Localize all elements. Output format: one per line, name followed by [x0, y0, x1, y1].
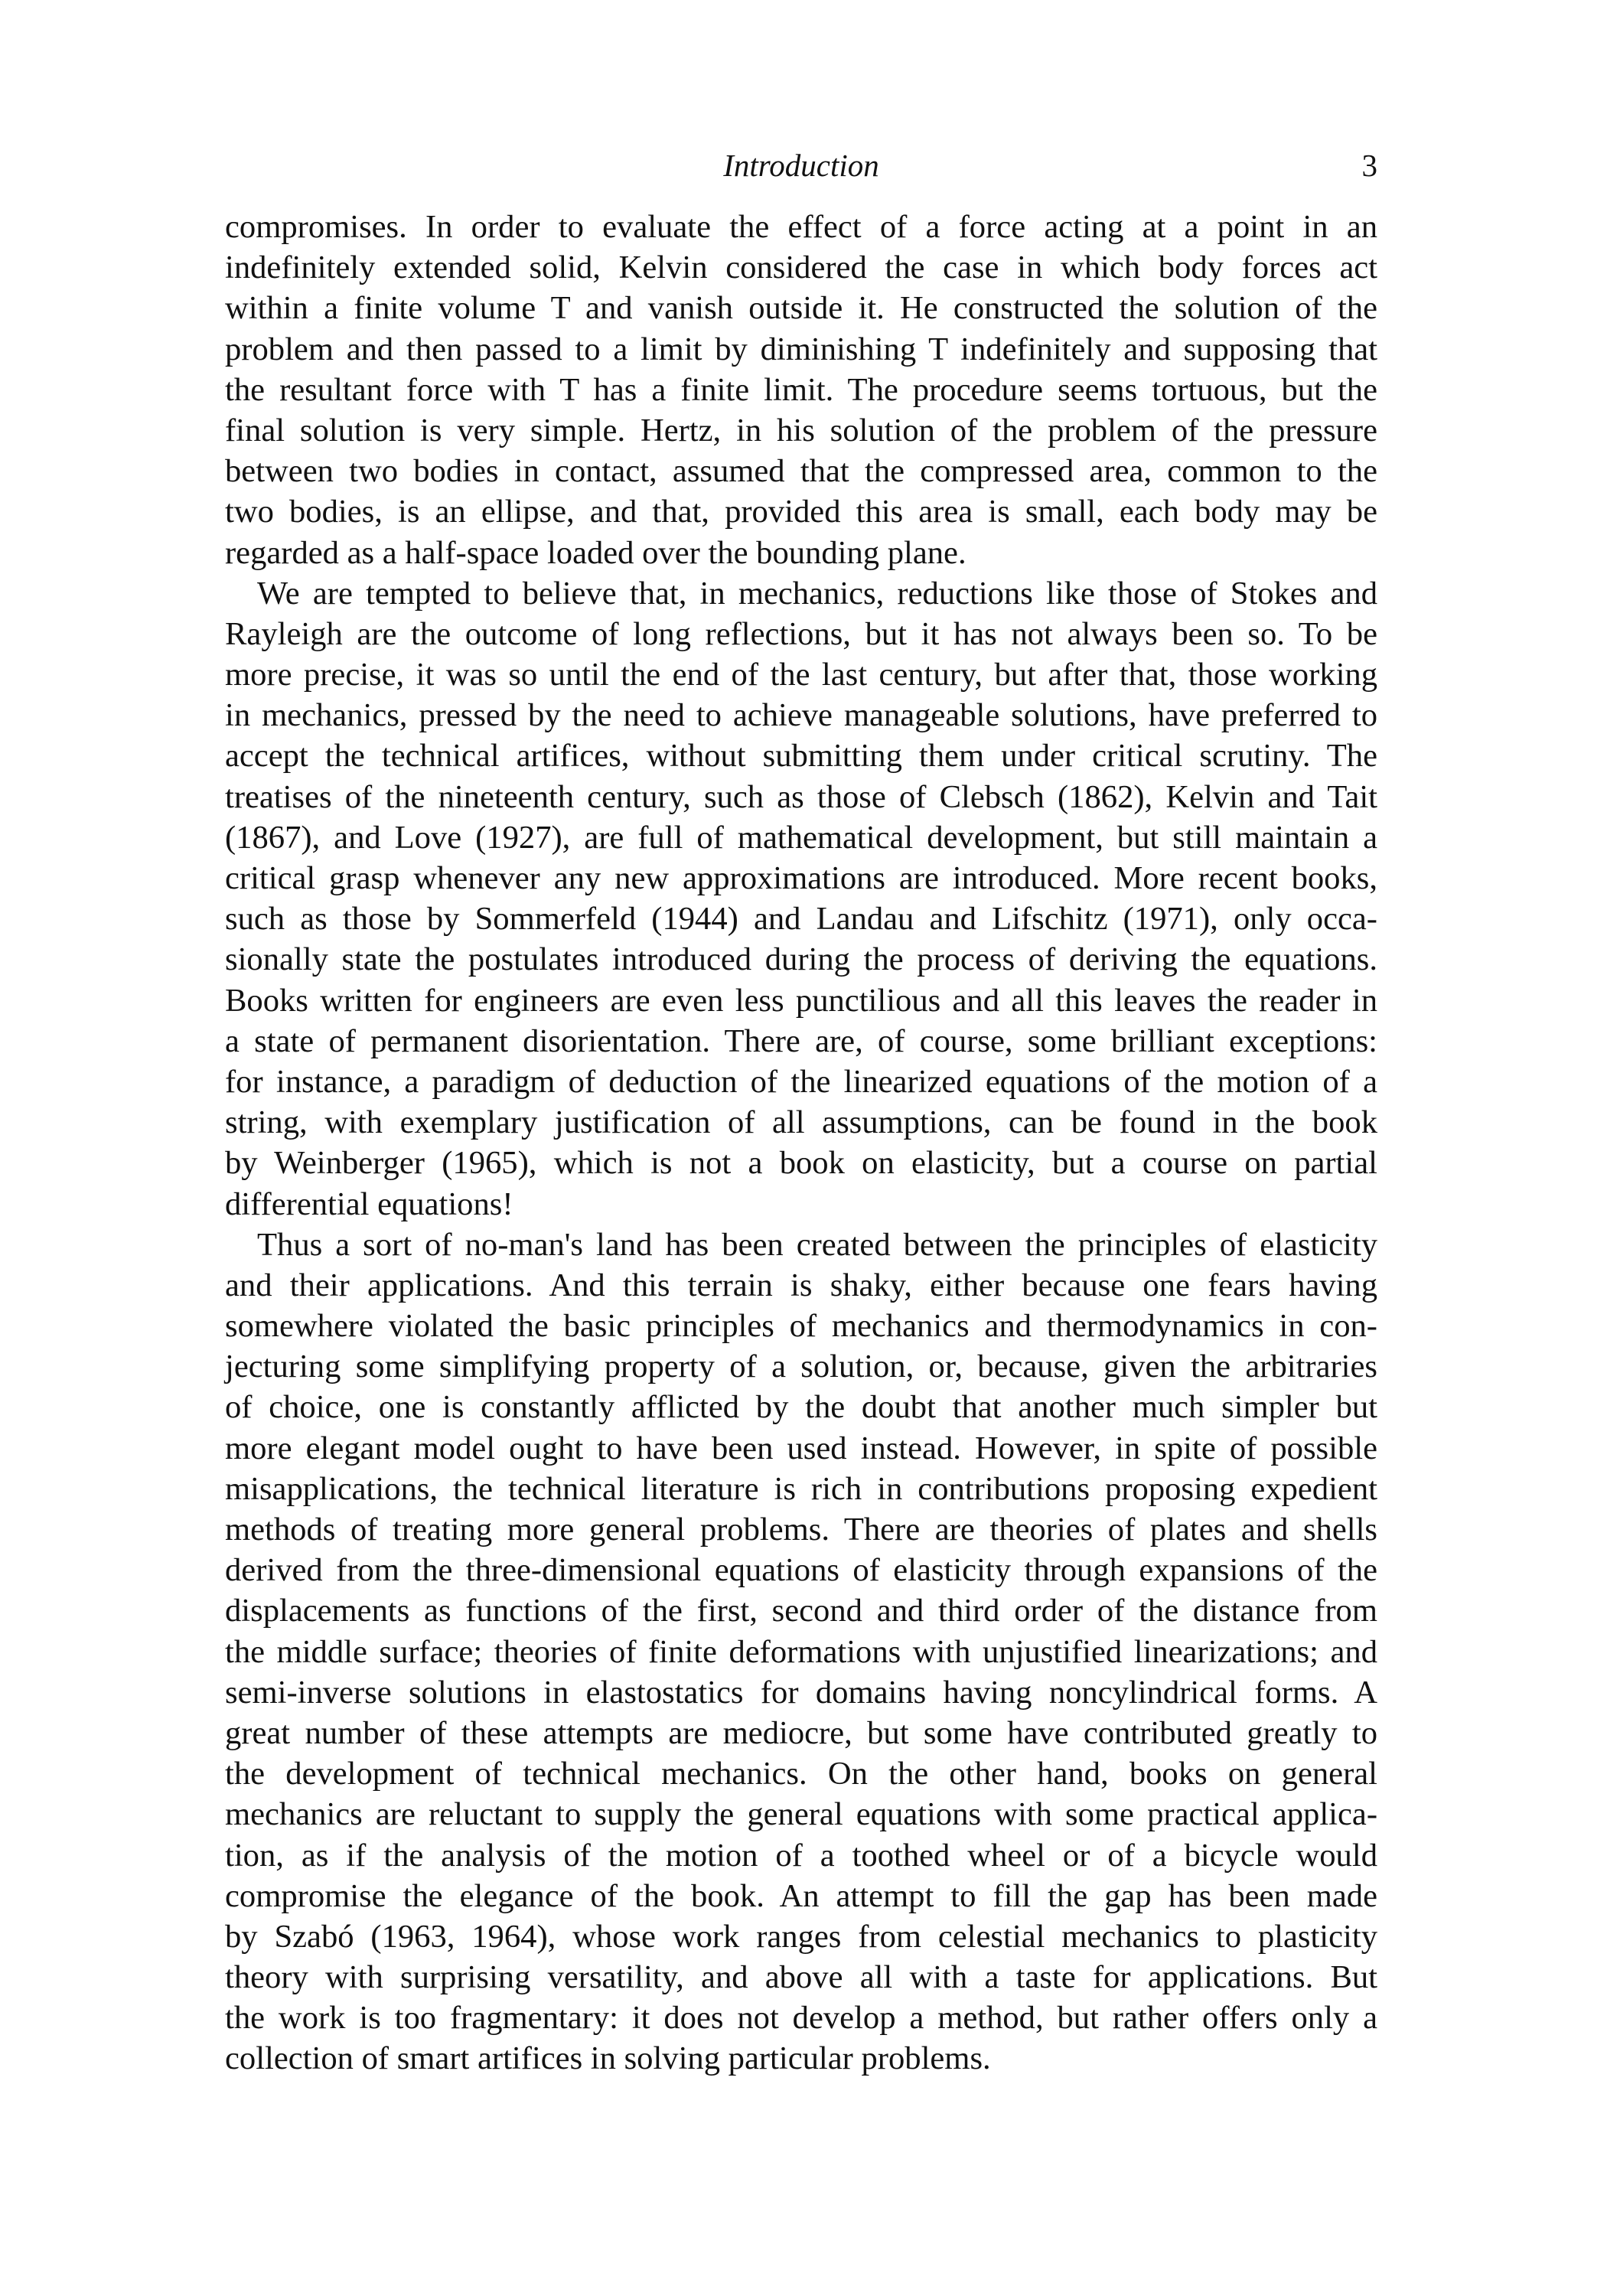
text-line: such as those by Sommerfeld (1944) and Landau and Lifschitz (1971), only occa-: [225, 901, 1377, 938]
text-line: differential equations!: [225, 1186, 513, 1222]
text-line: string, with exemplary justification of all assumptions, can be found in the book: [225, 1104, 1377, 1141]
text-line: within a finite volume T and vanish outside it. He constructed the solution of the: [225, 290, 1377, 327]
text-line: the work is too fragmentary: it does not develop a method, but rather offers only a: [225, 2000, 1377, 2037]
text-line: final solution is very simple. Hertz, in his solution of the problem of the pressure: [225, 412, 1377, 448]
running-title: Introduction: [723, 148, 879, 183]
text-line: Rayleigh are the outcome of long reflections, but it has not always been so. To be: [225, 615, 1377, 652]
text-line: between two bodies in contact, assumed that the compressed area, common to the: [225, 453, 1377, 490]
text-line: the development of technical mechanics. On the other hand, books on general: [225, 1756, 1377, 1792]
text-line: critical grasp whenever any new approximations are introduced. More recent books,: [225, 860, 1377, 896]
text-line: two bodies, is an ellipse, and that, provided this area is small, each body may be: [225, 494, 1377, 530]
text-line: great number of these attempts are mediocre, but some have contributed greatly to: [225, 1714, 1377, 1751]
text-line: (1867), and Love (1927), are full of mathematical development, but still maintain a: [225, 819, 1377, 856]
text-line: more precise, it was so until the end of the last century, but after that, those working: [225, 657, 1377, 693]
text-line: jecturing some simplifying property of a solution, or, because, given the arbitraries: [225, 1349, 1377, 1385]
text-line: sionally state the postulates introduced during the process of deriving the equations.: [225, 941, 1377, 978]
text-line: mechanics are reluctant to supply the general equations with some practical applica-: [225, 1796, 1377, 1833]
paragraph-3: [225, 1225, 1377, 2079]
text-line: Thus a sort of no-man's land has been created between the principles of elasticity: [257, 1226, 1377, 1263]
text-line: theory with surprising versatility, and above all with a taste for applications. But: [225, 1959, 1377, 1996]
text-line: misapplications, the technical literature is rich in contributions proposing expedient: [225, 1470, 1377, 1507]
text-line: and their applications. And this terrain is shaky, either because one fears having: [225, 1267, 1377, 1303]
text-line: the resultant force with T has a finite limit. The procedure seems tortuous, but the: [225, 371, 1377, 408]
paragraph-2: [225, 573, 1377, 1225]
text-line: compromise the elegance of the book. An attempt to fill the gap has been made: [225, 1877, 1377, 1914]
paragraph-1: [225, 207, 1377, 573]
page-number: 3: [1361, 148, 1377, 183]
text-line: of choice, one is constantly afflicted by the doubt that another much simpler but: [225, 1389, 1377, 1426]
text-line: derived from the three-dimensional equations of elasticity through expansions of the: [225, 1552, 1377, 1589]
text-line: methods of treating more general problems. There are theories of plates and shells: [225, 1512, 1377, 1548]
text-line: tion, as if the analysis of the motion of a toothed wheel or of a bicycle would: [225, 1837, 1377, 1874]
text-line: compromises. In order to evaluate the effect of a force acting at a point in an: [225, 209, 1377, 245]
text-line: indefinitely extended solid, Kelvin considered the case in which body forces act: [225, 249, 1377, 286]
text-line: We are tempted to believe that, in mechanics, reductions like those of Stokes and: [257, 575, 1377, 612]
text-line: by Weinberger (1965), which is not a book on elasticity, but a course on partial: [225, 1145, 1377, 1182]
text-line: regarded as a half-space loaded over the bounding plane.: [225, 534, 966, 571]
running-head: [225, 142, 1377, 188]
text-line: treatises of the nineteenth century, such as those of Clebsch (1862), Kelvin and Tait: [225, 778, 1377, 815]
text-line: by Szabó (1963, 1964), whose work ranges from celestial mechanics to plasticity: [225, 1918, 1377, 1955]
text-line: semi-inverse solutions in elastostatics for domains having noncylindrical forms. A: [225, 1674, 1377, 1711]
text-line: Books written for engineers are even less punctilious and all this leaves the reader in: [225, 982, 1377, 1019]
text-line: displacements as functions of the first, second and third order of the distance from: [225, 1593, 1377, 1629]
text-line: for instance, a paradigm of deduction of the linearized equations of the motion of a: [225, 1063, 1377, 1100]
text-line: more elegant model ought to have been used instead. However, in spite of possible: [225, 1430, 1377, 1466]
text-line: problem and then passed to a limit by diminishing T indefinitely and supposing that: [225, 331, 1377, 367]
text-line: accept the technical artifices, without submitting them under critical scrutiny. The: [225, 738, 1377, 775]
text-line: collection of smart artifices in solving particular problems.: [225, 2040, 991, 2077]
body-text: [225, 207, 1377, 2079]
text-line: the middle surface; theories of finite deformations with unjustified linearizations; and: [225, 1633, 1377, 1670]
text-line: a state of permanent disorientation. There are, of course, some brilliant exceptions:: [225, 1022, 1377, 1059]
text-line: somewhere violated the basic principles of mechanics and thermodynamics in con-: [225, 1308, 1377, 1345]
text-line: in mechanics, pressed by the need to achieve manageable solutions, have preferred to: [225, 697, 1377, 734]
